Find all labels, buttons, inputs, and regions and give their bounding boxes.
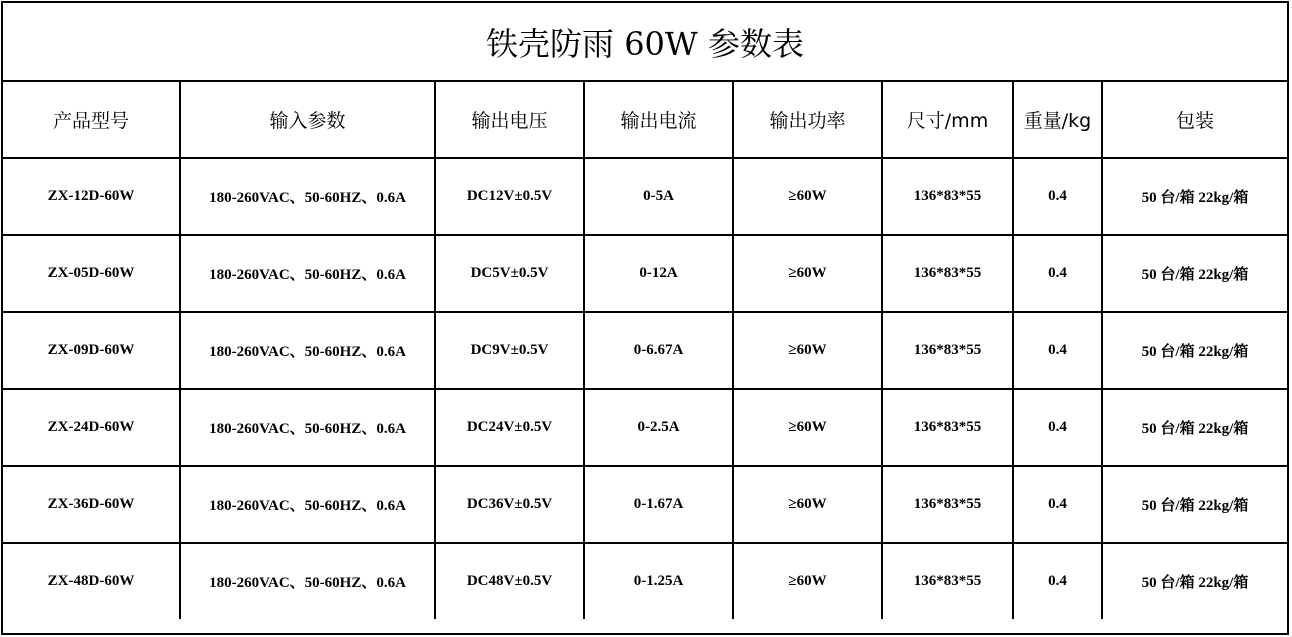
cell-weight: 0.4 <box>1013 235 1102 312</box>
cell-packing: 50 台/箱 22kg/箱 <box>1102 312 1287 389</box>
cell-packing: 50 台/箱 22kg/箱 <box>1102 235 1287 312</box>
cell-packing: 50 台/箱 22kg/箱 <box>1102 543 1287 619</box>
header-output-voltage: 输出电压 <box>435 82 584 158</box>
cell-weight: 0.4 <box>1013 389 1102 466</box>
header-output-current: 输出电流 <box>584 82 733 158</box>
cell-input: 180-260VAC、50-60HZ、0.6A <box>180 312 435 389</box>
cell-output-voltage: DC12V±0.5V <box>435 158 584 235</box>
cell-output-voltage: DC48V±0.5V <box>435 543 584 619</box>
cell-input: 180-260VAC、50-60HZ、0.6A <box>180 543 435 619</box>
cell-output-voltage: DC5V±0.5V <box>435 235 584 312</box>
cell-output-power: ≥60W <box>733 543 882 619</box>
cell-size: 136*83*55 <box>882 389 1013 466</box>
cell-model: ZX-48D-60W <box>3 543 180 619</box>
parameter-table <box>3 82 1287 619</box>
cell-packing: 50 台/箱 22kg/箱 <box>1102 466 1287 543</box>
cell-output-power: ≥60W <box>733 158 882 235</box>
header-model: 产品型号 <box>3 82 180 158</box>
table-row <box>3 158 1287 235</box>
cell-output-current: 0-6.67A <box>584 312 733 389</box>
cell-model: ZX-09D-60W <box>3 312 180 389</box>
header-row <box>3 82 1287 158</box>
table-row <box>3 235 1287 312</box>
cell-size: 136*83*55 <box>882 543 1013 619</box>
table-row <box>3 543 1287 619</box>
table-row <box>3 389 1287 466</box>
cell-output-current: 0-1.25A <box>584 543 733 619</box>
cell-output-current: 0-2.5A <box>584 389 733 466</box>
cell-output-power: ≥60W <box>733 235 882 312</box>
cell-output-voltage: DC9V±0.5V <box>435 312 584 389</box>
header-size: 尺寸/mm <box>882 82 1013 158</box>
cell-size: 136*83*55 <box>882 158 1013 235</box>
cell-weight: 0.4 <box>1013 466 1102 543</box>
cell-model: ZX-05D-60W <box>3 235 180 312</box>
cell-output-power: ≥60W <box>733 389 882 466</box>
cell-size: 136*83*55 <box>882 312 1013 389</box>
cell-weight: 0.4 <box>1013 543 1102 619</box>
cell-output-power: ≥60W <box>733 312 882 389</box>
cell-output-current: 0-5A <box>584 158 733 235</box>
page-title: 铁壳防雨 60W 参数表 <box>3 3 1287 82</box>
cell-output-voltage: DC24V±0.5V <box>435 389 584 466</box>
header-packing: 包装 <box>1102 82 1287 158</box>
cell-packing: 50 台/箱 22kg/箱 <box>1102 389 1287 466</box>
cell-output-power: ≥60W <box>733 466 882 543</box>
cell-input: 180-260VAC、50-60HZ、0.6A <box>180 389 435 466</box>
parameter-sheet <box>1 1 1289 635</box>
table-row <box>3 466 1287 543</box>
cell-output-voltage: DC36V±0.5V <box>435 466 584 543</box>
table-row <box>3 312 1287 389</box>
cell-size: 136*83*55 <box>882 466 1013 543</box>
header-output-power: 输出功率 <box>733 82 882 158</box>
cell-size: 136*83*55 <box>882 235 1013 312</box>
cell-weight: 0.4 <box>1013 312 1102 389</box>
cell-packing: 50 台/箱 22kg/箱 <box>1102 158 1287 235</box>
cell-input: 180-260VAC、50-60HZ、0.6A <box>180 158 435 235</box>
cell-input: 180-260VAC、50-60HZ、0.6A <box>180 235 435 312</box>
cell-output-current: 0-1.67A <box>584 466 733 543</box>
cell-input: 180-260VAC、50-60HZ、0.6A <box>180 466 435 543</box>
cell-output-current: 0-12A <box>584 235 733 312</box>
cell-model: ZX-24D-60W <box>3 389 180 466</box>
cell-model: ZX-12D-60W <box>3 158 180 235</box>
header-input: 输入参数 <box>180 82 435 158</box>
cell-weight: 0.4 <box>1013 158 1102 235</box>
cell-model: ZX-36D-60W <box>3 466 180 543</box>
header-weight: 重量/kg <box>1013 82 1102 158</box>
